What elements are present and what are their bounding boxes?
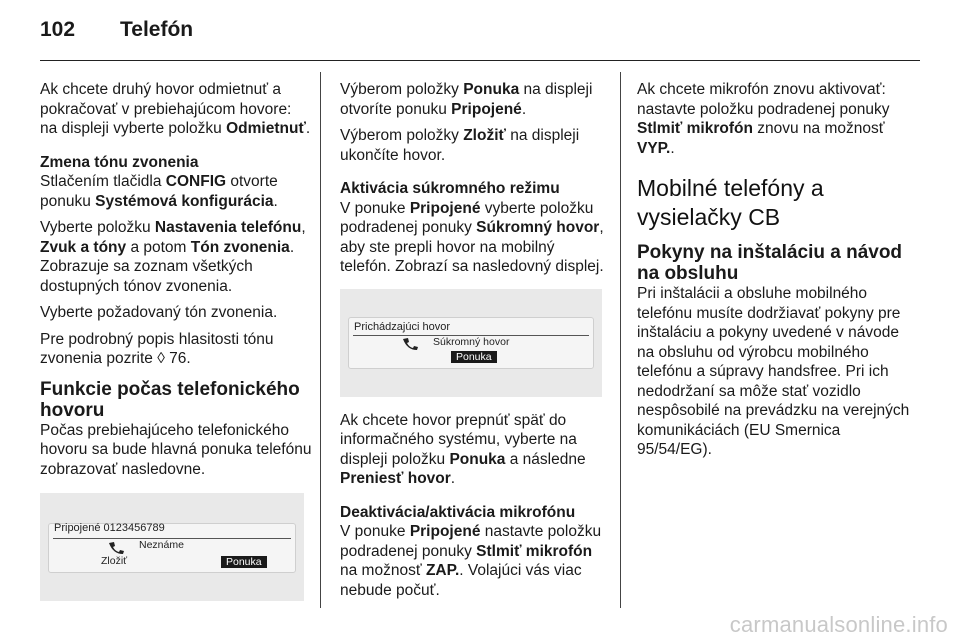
- display-screenshot-connected: [40, 493, 304, 601]
- display-private-call: Súkromný hovor: [433, 335, 510, 348]
- paragraph: Ak chcete mikrofón znovu aktivovať: nastavte položku podradenej ponuky Stlmiť mikrofón znovu na možnosť VYP..: [637, 81, 890, 157]
- menu-button[interactable]: Ponuka: [451, 351, 497, 363]
- display-caller: Neznáme: [139, 539, 184, 551]
- display-title: Pripojené 0123456789: [54, 522, 165, 534]
- column-1: [40, 80, 312, 601]
- column-3: [637, 80, 919, 467]
- chapter-heading-mobile-phones: Mobilné telefóny a vysielačky CB: [637, 175, 824, 230]
- phone-icon: [107, 541, 125, 555]
- page-header: [40, 18, 193, 48]
- paragraph: Počas prebiehajúceho telefonického hovoru sa bude hlavná ponuka telefónu zobrazovať nasledovne.: [40, 421, 312, 478]
- column-divider: [620, 72, 621, 608]
- phone-icon: [401, 337, 419, 351]
- menu-button[interactable]: Ponuka: [221, 556, 267, 568]
- page-number: 102: [40, 18, 76, 41]
- paragraph: V ponuke Pripojené vyberte položku podradenej ponuky Súkromný hovor, aby ste prepli hovor na mobilný telefón. Zobrazí sa nasledovný displej.: [340, 199, 604, 275]
- paragraph: Výberom položky Zložiť na displeji ukončíte hovor.: [340, 127, 580, 164]
- watermark: carmanualsonline.info: [729, 612, 948, 637]
- paragraph: V ponuke Pripojené nastavte položku podradenej ponuky Stlmiť mikrofón na možnosť ZAP.. Volajúci vás viac nebude počuť.: [340, 523, 602, 599]
- column-divider: [320, 72, 321, 608]
- display-hangup-label: Zložiť: [101, 555, 128, 567]
- section-heading-ringtone: Zmena tónu zvonenia: [40, 153, 199, 171]
- header-divider: [40, 60, 920, 61]
- paragraph: Výberom položky Ponuka na displeji otvoríte ponuku Pripojené.: [340, 81, 593, 118]
- section-heading-private-mode: Aktivácia súkromného režimu: [340, 180, 560, 197]
- section-heading-microphone: Deaktivácia/aktivácia mikrofónu: [340, 503, 576, 521]
- section-heading-call-functions: Funkcie počas telefonického hovoru: [40, 378, 300, 421]
- paragraph: Ak chcete hovor prepnúť späť do informačného systému, vyberte na displeji položku Ponuka a následne Prenies​ť hovor.: [340, 411, 586, 487]
- paragraph: Stlačením tlačidla CONFIG otvorte ponuku Systémová konfigurácia.: [40, 173, 278, 210]
- paragraph: Pri inštalácii a obsluhe mobilného telefónu musíte dodržiavať pokyny pre inštaláciu a pokyny uvedené v návode na obsluhu od výrobcu mobilného telefónu a súpravy handsfree. Pri ich nedodržaní sa môže stať vozidlo nespôsobilé na prevádzku na verejných komunikáciách (EU Smernica 95/54/EG).: [637, 285, 910, 458]
- paragraph: Vyberte položku Nastavenia telefónu, Zvuk a tóny a potom Tón zvonenia. Zobrazuje sa zoznam všetkých dostupných tónov zvonenia.: [40, 219, 306, 295]
- display-screenshot-incoming: [340, 289, 602, 397]
- reference-arrow-icon[interactable]: ◊: [157, 350, 165, 367]
- paragraph: Pre podrobný popis hlasitosti tónu zvonenia pozrite ◊ 76.: [40, 330, 274, 367]
- paragraph: Vyberte požadovaný tón zvonenia.: [40, 304, 278, 321]
- paragraph: Ak chcete druhý hovor odmietnuť a pokračovať v prebiehajúcom hovore: na displeji vyberte položku Odmietnuť.: [40, 81, 311, 137]
- column-2: [340, 80, 608, 607]
- display-title: Prichádzajúci hovor: [354, 320, 450, 333]
- page-title: Telefón: [120, 18, 194, 41]
- section-heading-instructions: Pokyny na inštaláciu a návod na obsluhu: [637, 242, 903, 284]
